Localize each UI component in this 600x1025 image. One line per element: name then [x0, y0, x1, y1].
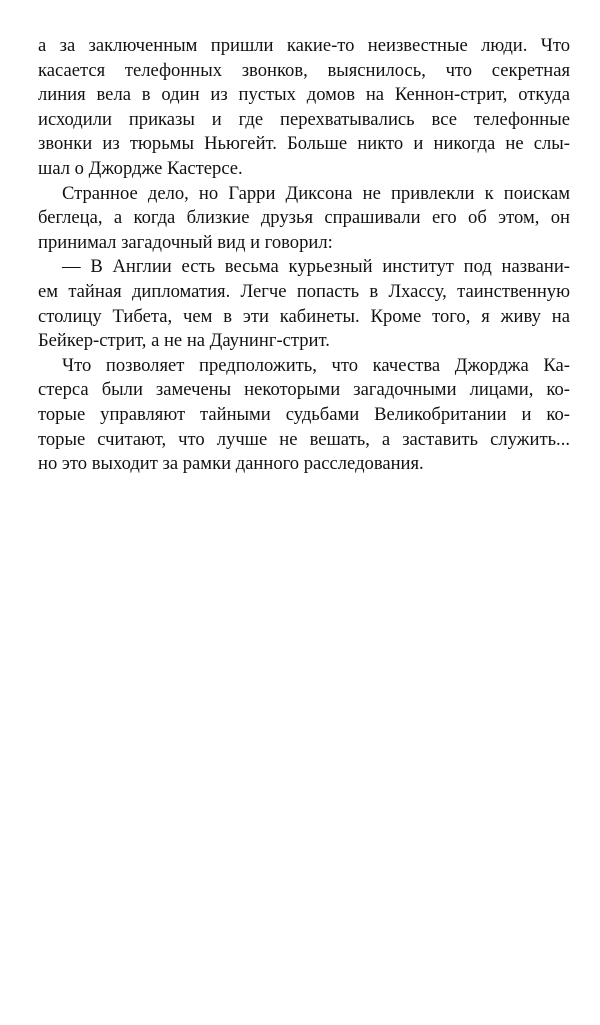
text-line: шал о Джордже Кастерсе.	[38, 157, 243, 179]
text-line: а за заключенным пришли какие-то неизвестные люди. Что	[38, 35, 570, 56]
text-line: Странное дело, но Гарри Диксона не привлекли к поискам	[62, 182, 570, 204]
text-line: торые считают, что лучше не вешать, а заставить служить...	[38, 428, 570, 450]
text-line: линия вела в один из пустых домов на Кеннон-стрит, откуда	[38, 84, 570, 106]
text-line: беглеца, а когда близкие друзья спрашивали его об этом, он	[38, 207, 570, 229]
body-text	[38, 34, 570, 477]
text-line: касается телефонных звонков, выяснилось, что секретная	[38, 59, 570, 81]
text-line: — В Англии есть весьма курьезный институт под названи-	[62, 256, 570, 278]
text-line: Бейкер-стрит, а не на Даунинг-стрит.	[38, 330, 330, 352]
text-line: но это выходит за рамки данного расследования.	[38, 453, 424, 475]
text-line: звонки из тюрьмы Ньюгейт. Больше никто и никогда не слы-	[38, 133, 570, 155]
text-line: ем тайная дипломатия. Легче попасть в Лхассу, таинственную	[38, 280, 570, 302]
text-line: исходили приказы и где перехватывались все телефонные	[38, 108, 570, 130]
text-line: стерса были замечены некоторыми загадочными лицами, ко-	[38, 379, 570, 401]
text-line: столицу Тибета, чем в эти кабинеты. Кроме того, я живу на	[38, 305, 570, 327]
text-line: принимал загадочный вид и говорил:	[38, 231, 333, 253]
text-line: Что позволяет предположить, что качества Джорджа Ка-	[62, 354, 570, 376]
text-line: торые управляют тайными судьбами Великобритании и ко-	[38, 403, 570, 425]
